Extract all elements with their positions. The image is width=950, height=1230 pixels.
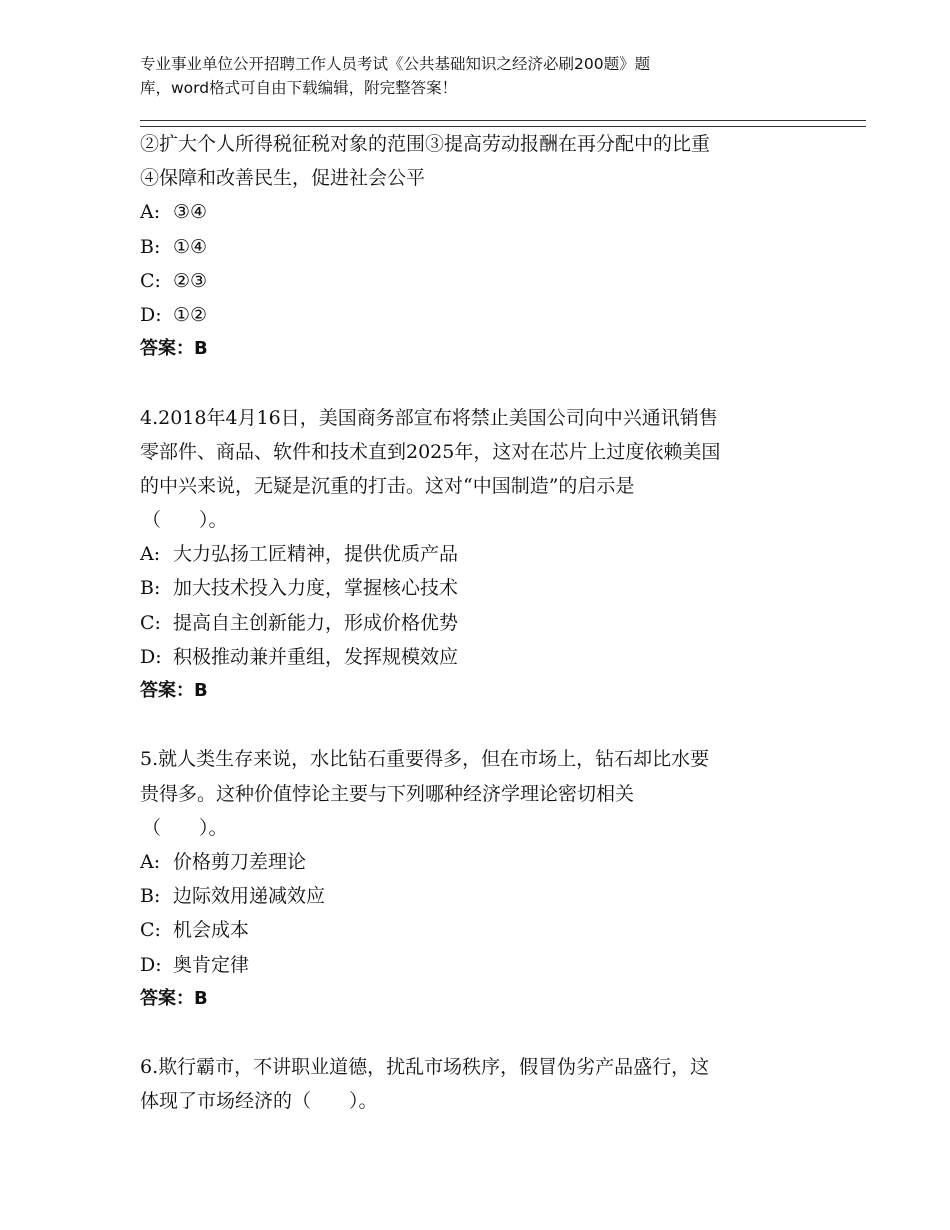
- question-text-line: 体现了市场经济的（ ）。: [140, 1090, 378, 1113]
- question-text-line: 6.欺行霸市，不讲职业道德，扰乱市场秩序，假冒伪劣产品盛行，这: [140, 1056, 710, 1079]
- question-text-line: 零部件、商品、软件和技术直到2025年，这对在芯片上过度依赖美国: [140, 440, 721, 463]
- question-text-line: 5.就人类生存来说，水比钻石重要得多，但在市场上，钻石却比水要: [140, 748, 710, 771]
- question-3-tail: [140, 127, 840, 366]
- option-b: [140, 571, 840, 605]
- page-header: [140, 52, 780, 100]
- option-letter: B:: [140, 885, 161, 908]
- option-text: 奥肯定律: [173, 953, 250, 976]
- question-text-line: 贵得多。这种价值悖论主要与下列哪种经济学理论密切相关: [140, 782, 635, 805]
- header-title-line-1: 专业事业单位公开招聘工作人员考试《公共基础知识之经济必刷200题》题: [140, 55, 651, 73]
- option-text: 边际效用递减效应: [173, 885, 326, 908]
- option-a: [140, 845, 840, 879]
- option-text: ②③: [173, 269, 208, 292]
- question-text-line: 的中兴来说，无疑是沉重的打击。这对“中国制造”的启示是: [140, 474, 635, 497]
- answer-label: 答案：B: [140, 338, 208, 360]
- answer-label: 答案：B: [140, 680, 208, 701]
- option-b: [140, 230, 840, 264]
- option-d: [140, 948, 840, 982]
- option-letter: D:: [140, 953, 162, 976]
- option-letter: D:: [140, 645, 162, 668]
- option-a: [140, 537, 840, 571]
- option-text: 加大技术投入力度，掌握核心技术: [173, 577, 459, 600]
- question-blank: （ ）。: [142, 509, 228, 532]
- header-double-rule: [140, 120, 866, 127]
- option-a: [140, 195, 840, 229]
- header-title-line-2: 库，word格式可自由下载编辑，附完整答案！: [140, 79, 458, 97]
- question-spacer: [140, 1016, 840, 1050]
- option-letter: C:: [140, 919, 161, 942]
- option-letter: A:: [140, 201, 161, 224]
- question-blank: （ ）。: [142, 816, 228, 839]
- option-b: [140, 879, 840, 913]
- option-d: [140, 640, 840, 674]
- option-c: [140, 913, 840, 947]
- question-4: [140, 401, 840, 709]
- option-letter: A:: [140, 850, 161, 873]
- option-text: ①④: [173, 235, 208, 258]
- option-letter: C:: [140, 269, 161, 292]
- option-d: [140, 298, 840, 332]
- option-text: ③④: [173, 201, 208, 224]
- option-letter: C:: [140, 611, 161, 634]
- answer-label: 答案：B: [140, 987, 208, 1009]
- option-c: [140, 606, 840, 640]
- question-text-line: ④保障和改善民生，促进社会公平: [140, 167, 426, 190]
- option-letter: B:: [140, 577, 161, 600]
- option-c: [140, 264, 840, 298]
- option-text: ①②: [173, 303, 208, 326]
- option-text: 提高自主创新能力，形成价格优势: [173, 611, 459, 634]
- question-spacer: [140, 708, 840, 742]
- option-text: 机会成本: [173, 919, 250, 942]
- document-body: [140, 127, 840, 1118]
- option-text: 积极推动兼并重组，发挥规模效应: [173, 645, 459, 668]
- question-spacer: [140, 366, 840, 400]
- option-text: 价格剪刀差理论: [173, 850, 307, 873]
- option-letter: D:: [140, 303, 162, 326]
- option-letter: B:: [140, 235, 161, 258]
- option-letter: A:: [140, 543, 161, 566]
- question-5: [140, 742, 840, 1016]
- option-text: 大力弘扬工匠精神，提供优质产品: [173, 543, 459, 566]
- question-text-line: ②扩大个人所得税征税对象的范围③提高劳动报酬在再分配中的比重: [140, 133, 711, 155]
- question-text-line: 4.2018年4月16日，美国商务部宣布将禁止美国公司向中兴通讯销售: [140, 406, 718, 429]
- question-6: [140, 1050, 840, 1118]
